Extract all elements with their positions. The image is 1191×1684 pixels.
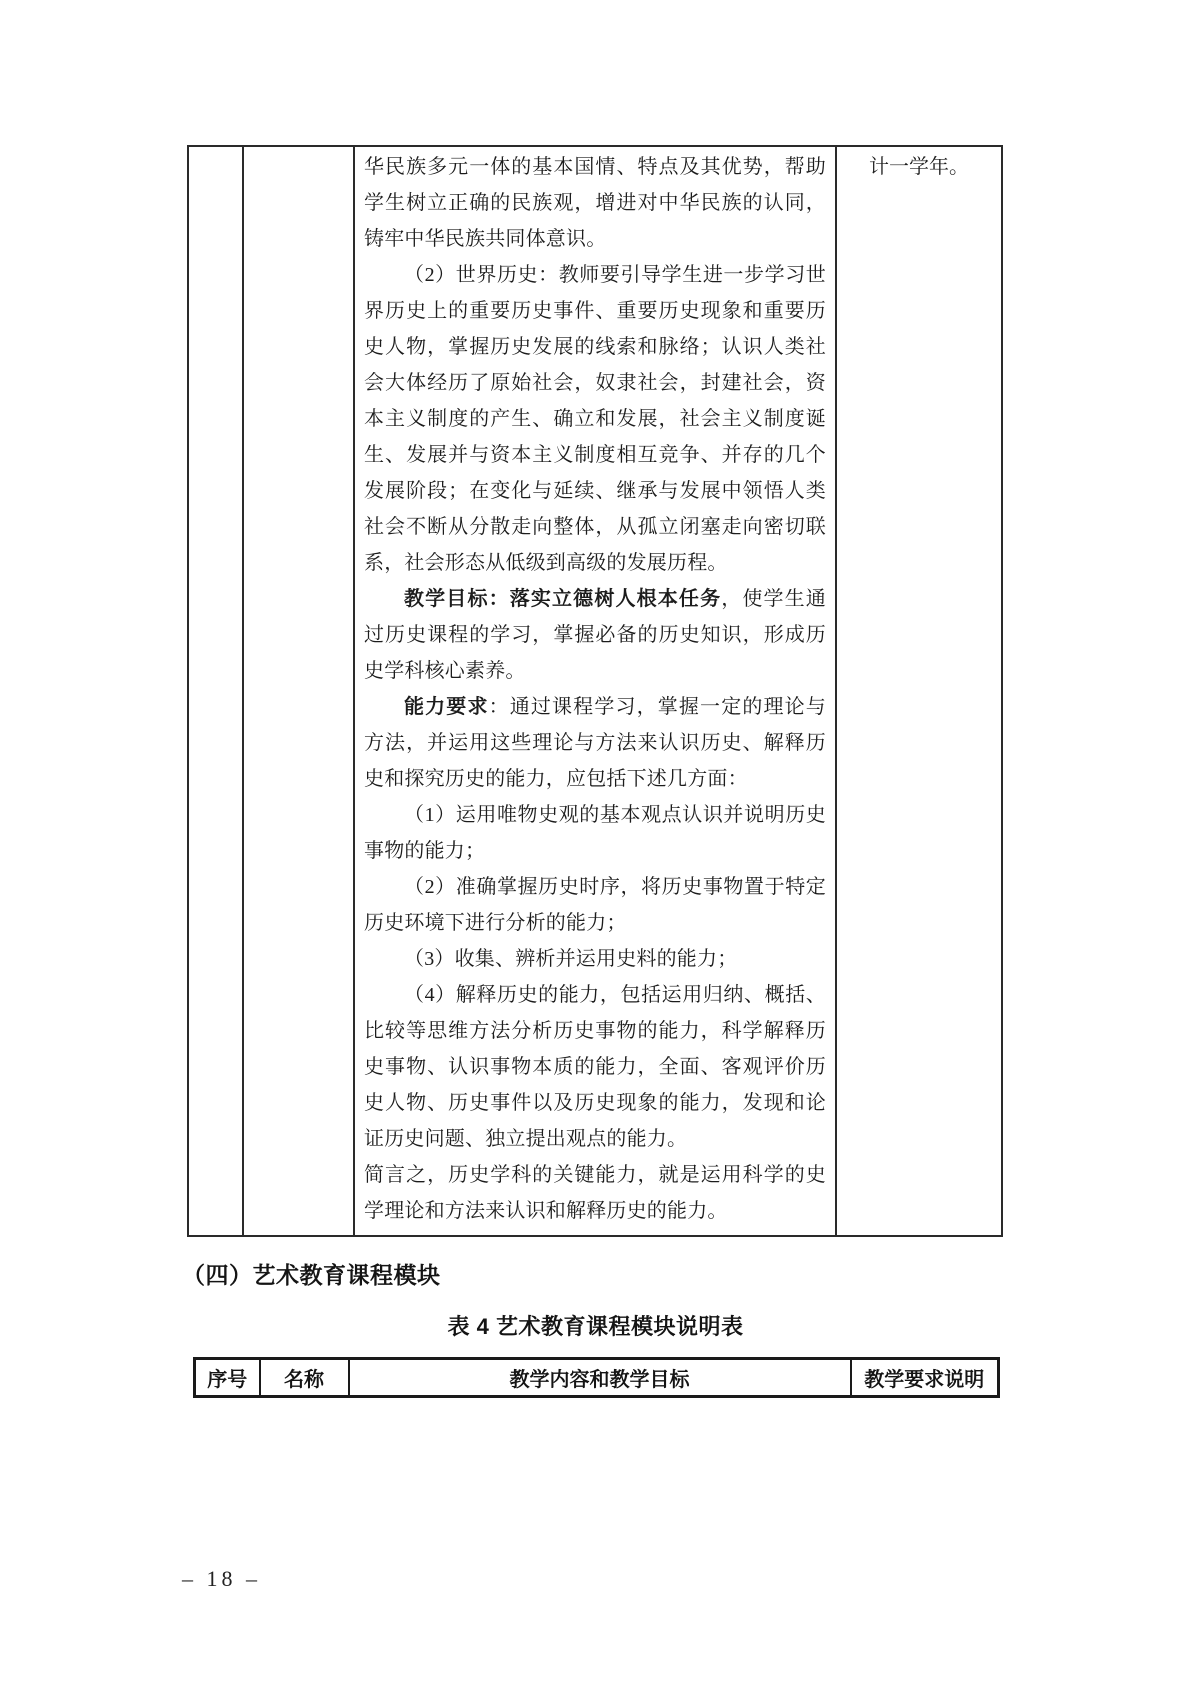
content-paragraph xyxy=(364,257,826,581)
text-run: 华民族多元一体的基本国情、特点及其优势，帮助学生树立正确的民族观，增进对中华民族的认同，铸牢中华民族共同体意识。 xyxy=(364,156,826,250)
text-run: ，使学生通过历史课程的学习，掌握必备的历史知识，形成历史学科核心素养。 xyxy=(364,588,827,682)
header-row xyxy=(195,1359,999,1397)
bold-text-run: 能力要求 xyxy=(404,696,489,718)
serial-number-cell-empty xyxy=(188,146,243,1236)
module-name-cell-empty xyxy=(243,146,354,1236)
history-module-continuation-table xyxy=(187,145,1003,1237)
content-paragraph xyxy=(364,1157,826,1229)
section-heading: （四）艺术教育课程模块 xyxy=(182,1262,441,1288)
column-header-teaching-content: 教学内容和教学目标 xyxy=(349,1359,851,1397)
text-run: 简言之，历史学科的关键能力，就是运用科学的史学理论和方法来认识和解释历史的能力。 xyxy=(364,1164,826,1222)
content-paragraph xyxy=(364,149,826,257)
art-module-table-header xyxy=(193,1357,1000,1398)
column-header-serial-number: 序号 xyxy=(195,1359,260,1397)
content-paragraph xyxy=(364,869,826,941)
content-paragraph xyxy=(364,797,826,869)
text-run: （2）世界历史：教师要引导学生进一步学习世界历史上的重要历史事件、重要历史现象和重要历史人物，掌握历史发展的线索和脉络；认识人类社会大体经历了原始社会，奴隶社会，封建社会，资本主义制度的产生、确立和发展，社会主义制度诞生、发展并与资本主义制度相互竞争、并存的几个发展阶段；在变化与延续、继承与发展中领悟人类社会不断从分散走向整体，从孤立闭塞走向密切联系，社会形态从低级到高级的发展历程。 xyxy=(364,264,826,574)
table-row xyxy=(188,146,1002,1236)
text-run: （3）收集、辨析并运用史料的能力； xyxy=(404,948,738,970)
content-paragraph xyxy=(364,977,826,1157)
text-run: ：通过课程学习，掌握一定的理论与方法，并运用这些理论与方法来认识历史、解释历史和探究历史的能力，应包括下述几方面： xyxy=(364,696,826,790)
content-paragraph xyxy=(364,941,826,977)
column-header-teaching-requirement: 教学要求说明 xyxy=(851,1359,999,1397)
teaching-requirement-cell xyxy=(836,146,1002,1236)
teaching-content-cell xyxy=(354,146,836,1236)
teaching-requirement-text: 计一学年。 xyxy=(869,156,969,178)
text-run: （4）解释历史的能力，包括运用归纳、概括、比较等思维方法分析历史事物的能力，科学解释历史事物、认识事物本质的能力，全面、客观评价历史人物、历史事件以及历史现象的能力，发现和论证历史问题、独立提出观点的能力。 xyxy=(364,984,826,1150)
content-paragraph xyxy=(364,689,826,797)
teaching-content-paragraphs xyxy=(364,149,826,1229)
page-number: – 18 – xyxy=(182,1566,261,1591)
content-paragraph xyxy=(364,581,826,689)
text-run: （1）运用唯物史观的基本观点认识并说明历史事物的能力； xyxy=(364,804,826,862)
table4-caption: 表 4 艺术教育课程模块说明表 xyxy=(447,1314,744,1339)
column-header-name: 名称 xyxy=(260,1359,349,1397)
bold-text-run: 教学目标：落实立德树人根本任务 xyxy=(404,588,722,610)
text-run: （2）准确掌握历史时序，将历史事物置于特定历史环境下进行分析的能力； xyxy=(364,876,826,934)
